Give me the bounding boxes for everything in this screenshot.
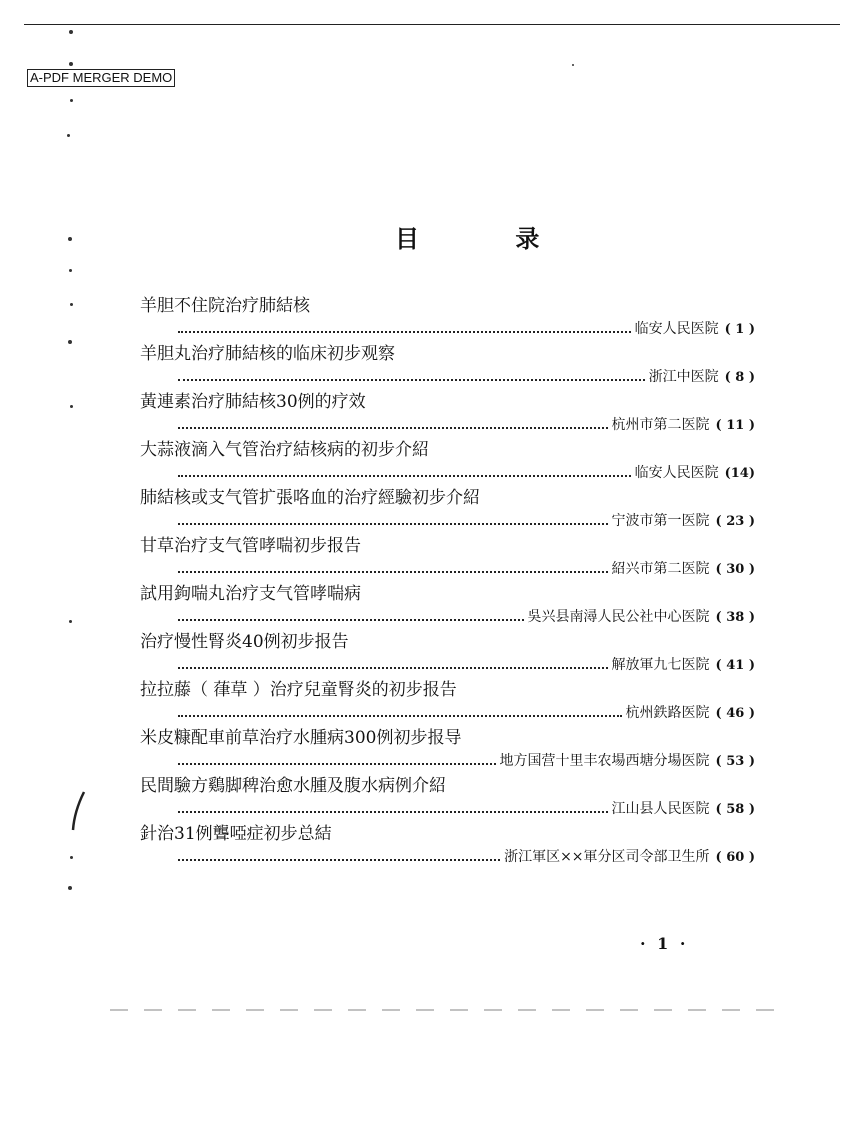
speck: [68, 886, 72, 890]
page-title: 目 录: [395, 224, 584, 253]
speck: [70, 303, 73, 306]
scan-noise: [110, 1009, 782, 1011]
entry-source: 杭州鉄路医院: [625, 705, 710, 721]
entry-page: ( 38 ): [715, 610, 755, 625]
top-rule: [24, 24, 840, 25]
entry-page: ( 23 ): [715, 514, 755, 529]
entry-source: 地方国营十里丰农場西塘分場医院: [499, 753, 710, 769]
entry-title: 肺結核或支气管扩張咯血的治疗經驗初步介紹: [140, 488, 480, 508]
speck: [69, 62, 73, 66]
entry-reference: [178, 798, 755, 820]
dot-leader: [178, 378, 645, 381]
entry-reference: [178, 846, 755, 868]
entry-source: 浙江中医院: [648, 369, 719, 385]
speck: [68, 237, 72, 241]
dot-leader: [178, 426, 608, 429]
entry-source: 解放軍九七医院: [611, 657, 710, 673]
entry-page: ( 53 ): [715, 754, 755, 769]
entry-title: 試用鉤喘丸治疗支气管哮喘病: [140, 584, 361, 604]
dot-leader: [178, 762, 496, 765]
toc-entry: [140, 726, 755, 774]
toc-entry: [140, 342, 755, 390]
entry-reference: [178, 414, 755, 436]
entry-reference: [178, 366, 755, 388]
pen-mark: [68, 790, 92, 834]
entry-title: 黃連素治疗肺結核30例的疗效: [140, 392, 366, 412]
entry-source: 浙江軍区××軍分区司令部卫生所: [504, 849, 710, 865]
entry-source: 江山县人民医院: [611, 801, 710, 817]
entry-source: 临安人民医院: [634, 321, 719, 337]
toc-entry: [140, 822, 755, 870]
entry-title: 米皮糠配車前草治疗水腫病300例初步报导: [140, 728, 462, 748]
speck: [67, 134, 70, 137]
entry-source: 宁波市第一医院: [611, 513, 710, 529]
toc-entry: [140, 534, 755, 582]
entry-title: 大蒜液滴入气管治疗結核病的初步介紹: [140, 440, 429, 460]
speck: [70, 856, 73, 859]
dot-leader: [178, 810, 608, 813]
speck: [70, 99, 73, 102]
entry-title: 甘草治疗支气管哮喘初步报告: [140, 536, 361, 556]
toc-entry: [140, 774, 755, 822]
speck: [68, 340, 72, 344]
dot-leader: [178, 666, 608, 669]
toc-entry: [140, 294, 755, 342]
toc-entry: [140, 678, 755, 726]
entry-reference: [178, 462, 755, 484]
entry-title: 羊胆不住院治疗肺結核: [140, 296, 310, 316]
entry-page: (14): [724, 466, 755, 481]
entry-title: 拉拉藤（ 葎草 ）治疗兒童腎炎的初步报告: [140, 680, 457, 700]
entry-page: ( 60 ): [715, 850, 755, 865]
entry-reference: [178, 702, 755, 724]
entry-page: ( 30 ): [715, 562, 755, 577]
table-of-contents: [140, 294, 755, 870]
toc-entry: [140, 486, 755, 534]
dot-leader: [178, 522, 608, 525]
speck: [70, 405, 73, 408]
entry-page: ( 41 ): [715, 658, 755, 673]
speck: [69, 620, 72, 623]
entry-title: 治疗慢性腎炎40例初步报告: [140, 632, 349, 652]
entry-source: 吳兴县南潯人民公社中心医院: [527, 609, 710, 625]
entry-reference: [178, 318, 755, 340]
dot-leader: [178, 474, 631, 477]
page-number: · 1 ·: [640, 934, 689, 953]
toc-entry: [140, 438, 755, 486]
entry-reference: [178, 606, 755, 628]
toc-entry: [140, 582, 755, 630]
entry-page: ( 8 ): [724, 370, 755, 385]
dot-leader: [178, 714, 622, 717]
entry-title: 針治31例聾啞症初步总結: [140, 824, 332, 844]
dot-leader: [178, 330, 631, 333]
toc-entry: [140, 390, 755, 438]
entry-page: ( 11 ): [715, 418, 755, 433]
entry-reference: [178, 558, 755, 580]
watermark: A-PDF MERGER DEMO: [27, 69, 175, 87]
entry-reference: [178, 750, 755, 772]
entry-title: 羊胆丸治疗肺結核的临床初步观察: [140, 344, 395, 364]
speck: [69, 269, 72, 272]
speck: [572, 64, 574, 66]
entry-page: ( 46 ): [715, 706, 755, 721]
entry-reference: [178, 510, 755, 532]
entry-source: 杭州市第二医院: [611, 417, 710, 433]
entry-page: ( 1 ): [724, 322, 755, 337]
entry-title: 民間驗方鷄脚稗治愈水腫及腹水病例介紹: [140, 776, 446, 796]
dot-leader: [178, 618, 524, 621]
dot-leader: [178, 858, 500, 861]
toc-entry: [140, 630, 755, 678]
entry-source: 临安人民医院: [634, 465, 719, 481]
dot-leader: [178, 570, 608, 573]
speck: [69, 30, 73, 34]
entry-reference: [178, 654, 755, 676]
entry-source: 紹兴市第二医院: [611, 561, 710, 577]
entry-page: ( 58 ): [715, 802, 755, 817]
